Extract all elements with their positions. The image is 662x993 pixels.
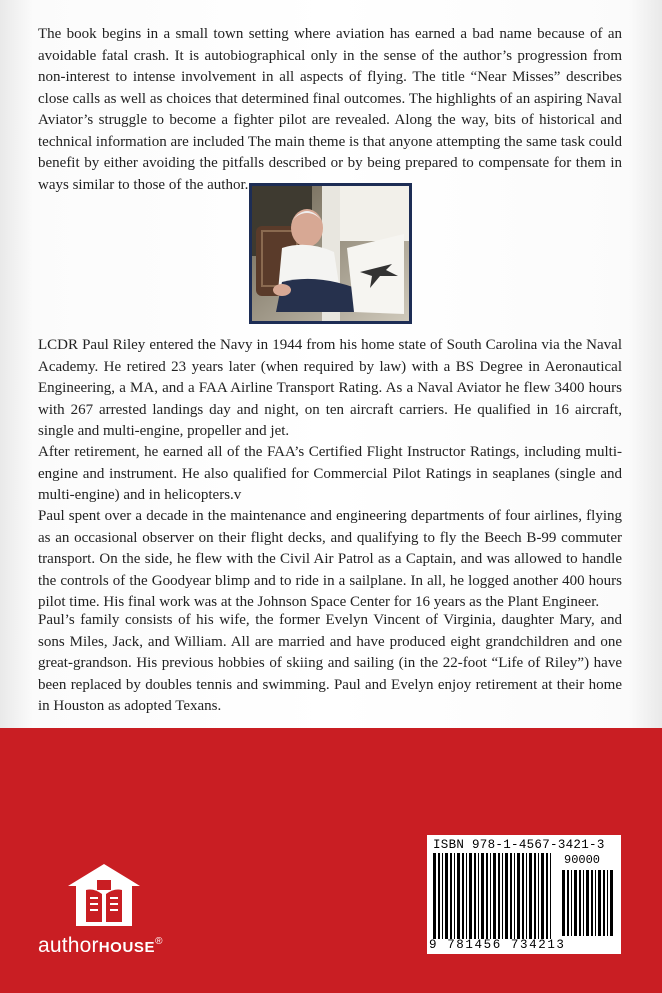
barcode-bar [462,853,464,939]
barcode-bar [498,853,500,939]
barcode-bar [607,870,608,936]
barcode-bar [445,853,448,939]
publisher-wordmark [38,934,198,958]
barcode-bar [567,870,569,936]
barcode-bar [454,853,455,939]
registered-mark: ® [155,936,163,947]
publisher-logo [38,862,188,962]
barcode-bar [438,853,440,939]
barcode-bar [450,853,452,939]
barcode-bar [433,853,436,939]
barcode-bar [526,853,527,939]
author-photo [249,183,412,324]
barcode-bar [514,853,515,939]
barcode-bar [574,870,577,936]
barcode-bar [529,853,532,939]
wordmark-lower: author [38,934,99,957]
barcode-bar [534,853,536,939]
barcode-bar [603,870,605,936]
wordmark-upper: HOUSE [98,939,156,956]
price-code: 90000 [564,853,601,867]
bio-paragraph: LCDR Paul Riley entered the Navy in 1944 from his home state of South Carolina via the Naval Academy. He retired 23 years later (when required by law) with a BS Degree in Aeronautical Engineering, a MA, and a FAA Airline Transport Rating. As a Naval Aviator he flew 3400 hours with 267 arrested landings day and night, on ten aircraft carriers. He qualified in 16 aircraft, single and multi-engine, propeller and jet. [38,337,622,439]
price-addon-bars [560,870,616,936]
barcode-bar [586,870,589,936]
barcode-bar [579,870,581,936]
barcode-bar [562,870,565,936]
barcode-bar [486,853,488,939]
book-summary: The book begins in a small town setting where aviation has earned a bad name because of an avoidable fatal crash. It is autobiographical only in the sense of the author’s progression from non-interest to intense involvement in all aspects of flying. The title “Near Misses” describes close calls as well as choices that determined final outcomes. The highlights of an aspiring Naval Aviator’s struggle to become a fighter pilot are revealed. Along the way, bits of historical and technical information are included The main theme is that anyone attempting the same task could benefit by either avoiding the pitfalls described or by being prepared to compensate for them in ways similar to those of the author. [38,26,622,193]
ean-digits: 9 781456 734213 [429,938,566,952]
barcode-bar [598,870,601,936]
bio-paragraph: Paul’s family consists of his wife, the former Evelyn Vincent of Virginia, daughter Mary, and sons Miles, Jack, and William. All are married and have produced eight grandchildren and one great-grandson. His previous hobbies of skiing and sailing (in the 22-foot “Life of Riley”) have been replaced by doubles tennis and swimming. Paul and Evelyn enjoy retirement at their home in Houston as adopted Texans. [38,612,622,714]
barcode-bar [510,853,512,939]
barcode-bar [478,853,479,939]
isbn-label: ISBN 978-1-4567-3421-3 [433,838,605,852]
barcode-bar [469,853,472,939]
barcode-bar [538,853,539,939]
isbn-barcode [427,835,621,954]
bio-paragraph: After retirement, he earned all of the FAA’s Certified Flight Instructor Ratings, including multi-engine and instrument. He also qualified for Commercial Pilot Ratings in seaplanes (single and multi-engine) and in helicopters.v [38,444,622,503]
barcode-bar [457,853,460,939]
barcode-bar [466,853,467,939]
barcode-bars [431,853,555,939]
barcode-bar [502,853,503,939]
barcode-bar [522,853,524,939]
barcode-bar [490,853,491,939]
barcode-bar [571,870,572,936]
barcode-bar [541,853,544,939]
barcode-bar [550,853,551,939]
barcode-bar [493,853,496,939]
barcode-bar [505,853,508,939]
barcode-bar [546,853,548,939]
barcode-bar [595,870,596,936]
barcode-bar [610,870,613,936]
barcode-bar [442,853,443,939]
barcode-bar [474,853,476,939]
barcode-bar [481,853,484,939]
barcode-bar [517,853,520,939]
house-book-icon [66,862,142,928]
bio-paragraph: Paul spent over a decade in the maintenance and engineering departments of four airlines, flying as an occasional observer on their flight decks, and qualifying to fly the Beech B-99 commuter transport. On the side, he flew with the Civil Air Patrol as a Captain, and was allowed to handle the controls of the Goodyear blimp and to ride in a sailplane. In all, he logged another 400 hours pilot time. His final work was at the Johnson Space Center for 16 years as the Plant Engineer. [38,508,622,610]
barcode-bar [583,870,584,936]
barcode-bar [591,870,593,936]
